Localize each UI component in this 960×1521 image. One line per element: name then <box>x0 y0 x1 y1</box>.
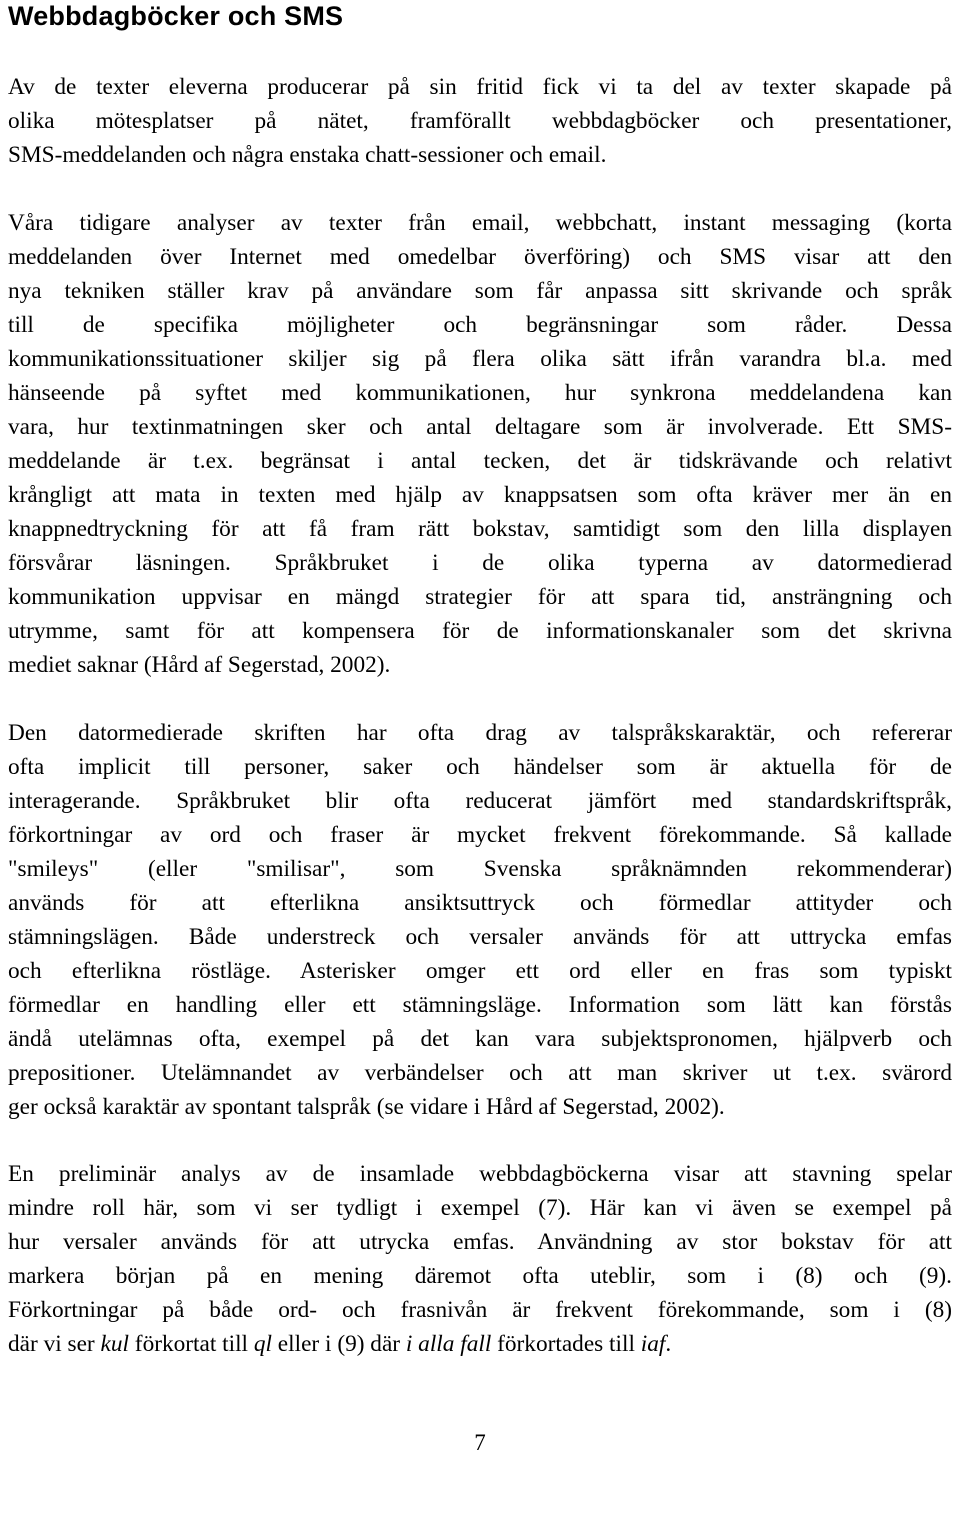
text-line: vara, hur textinmatningen sker och antal deltagare som är involverade. Ett SMS- <box>8 414 952 440</box>
text-line: Förkortningar på både ord- och frasnivån är frekvent förekommande, som i (8) <box>8 1297 952 1323</box>
paragraph-4 <box>8 1157 952 1361</box>
text-line: meddelanden över Internet med omedelbar överföring) och SMS visar att den <box>8 244 952 270</box>
paragraph-2 <box>8 206 952 682</box>
text-line: hur versaler används för att utrycka emfas. Användning av stor bokstav för att <box>8 1229 952 1255</box>
text-line: stämningslägen. Både understreck och versaler används för att uttrycka emfas <box>8 924 952 950</box>
text-line: utrymme, samt för att kompensera för de informationskanaler som det skrivna <box>8 618 952 644</box>
paragraph-3 <box>8 716 952 1124</box>
text-line: knappnedtryckning för att få fram rätt bokstav, samtidigt som den lilla displayen <box>8 516 952 542</box>
text-line: prepositioner. Utelämnandet av verbändelser och att man skriver ut t.ex. svärord <box>8 1060 952 1086</box>
page-number: 7 <box>474 1430 486 1455</box>
text-run: . <box>665 1331 672 1357</box>
text-line: och efterlikna röstläge. Asterisker omger ett ord eller en fras som typiskt <box>8 958 952 984</box>
text-line: SMS-meddelanden och några enstaka chatt-sessioner och email. <box>8 142 607 168</box>
text-line: nya tekniken ställer krav på användare som får anpassa sitt skrivande och språk <box>8 278 952 304</box>
text-line: Den datormedierade skriften har ofta drag av talspråkskaraktär, och refererar <box>8 720 952 746</box>
text-line: interagerande. Språkbruket blir ofta reducerat jämfört med standardskriftspråk, <box>8 788 952 814</box>
text-line: mediet saknar (Hård af Segerstad, 2002). <box>8 652 391 678</box>
italic-term: iaf <box>640 1331 666 1357</box>
text-line: förkortningar av ord och fraser är mycket frekvent förekommande. Så kallade <box>8 822 952 848</box>
text-line: ändå utelämnas ofta, exempel på det kan vara subjektspronomen, hjälpverb och <box>8 1026 952 1052</box>
text-line: försvårar läsningen. Språkbruket i de olika typerna av datormedierad <box>8 550 952 576</box>
text-line: Våra tidigare analyser av texter från email, webbchatt, instant messaging (korta <box>8 210 952 236</box>
text-run: där vi ser <box>8 1331 101 1357</box>
italic-term: kul <box>100 1331 129 1357</box>
text-line: Av de texter eleverna producerar på sin fritid fick vi ta del av texter skapade på <box>8 74 952 100</box>
text-line: kommunikation uppvisar en mängd strategier för att spara tid, ansträngning och <box>8 584 952 610</box>
text-line: markera början på en mening däremot ofta uteblir, som i (8) och (9). <box>8 1263 952 1289</box>
text-line: förmedlar en handling eller ett stämningsläge. Information som lätt kan förstås <box>8 992 952 1018</box>
text-run: förkortades till <box>491 1331 641 1357</box>
paragraph-1 <box>8 70 952 172</box>
text-line: mindre roll här, som vi ser tydligt i exempel (7). Här kan vi även se exempel på <box>8 1195 952 1221</box>
text-line: till de specifika möjligheter och begränsningar som råder. Dessa <box>8 312 952 338</box>
text-line: kommunikationssituationer skiljer sig på flera olika sätt ifrån varandra bl.a. med <box>8 346 952 372</box>
text-run: förkortat till <box>128 1331 254 1357</box>
page-title: Webbdagböcker och SMS <box>8 1 344 31</box>
text-line: "smileys" (eller "smilisar", som Svenska språknämnden rekommenderar) <box>8 856 952 882</box>
text-line: krångligt att mata in texten med hjälp av knappsatsen som ofta kräver mer än en <box>8 482 952 508</box>
text-run: eller i (9) där <box>271 1331 406 1357</box>
text-line: hänseende på syftet med kommunikationen, hur synkrona meddelandena kan <box>8 380 952 406</box>
text-line: meddelande är t.ex. begränsat i antal tecken, det är tidskrävande och relativt <box>8 448 952 474</box>
text-line: En preliminär analys av de insamlade webbdagböckerna visar att stavning spelar <box>8 1161 952 1187</box>
italic-term: ql <box>253 1331 272 1357</box>
italic-term: i alla fall <box>405 1331 492 1357</box>
text-line: olika mötesplatser på nätet, framförallt webbdagböcker och presentationer, <box>8 108 952 134</box>
text-line: ger också karaktär av spontant talspråk (se vidare i Hård af Segerstad, 2002). <box>8 1094 725 1120</box>
text-line: används för att efterlikna ansiktsuttryck och förmedlar attityder och <box>8 890 952 916</box>
text-line: ofta implicit till personer, saker och händelser som är aktuella för de <box>8 754 952 780</box>
text-line <box>8 1327 952 1361</box>
